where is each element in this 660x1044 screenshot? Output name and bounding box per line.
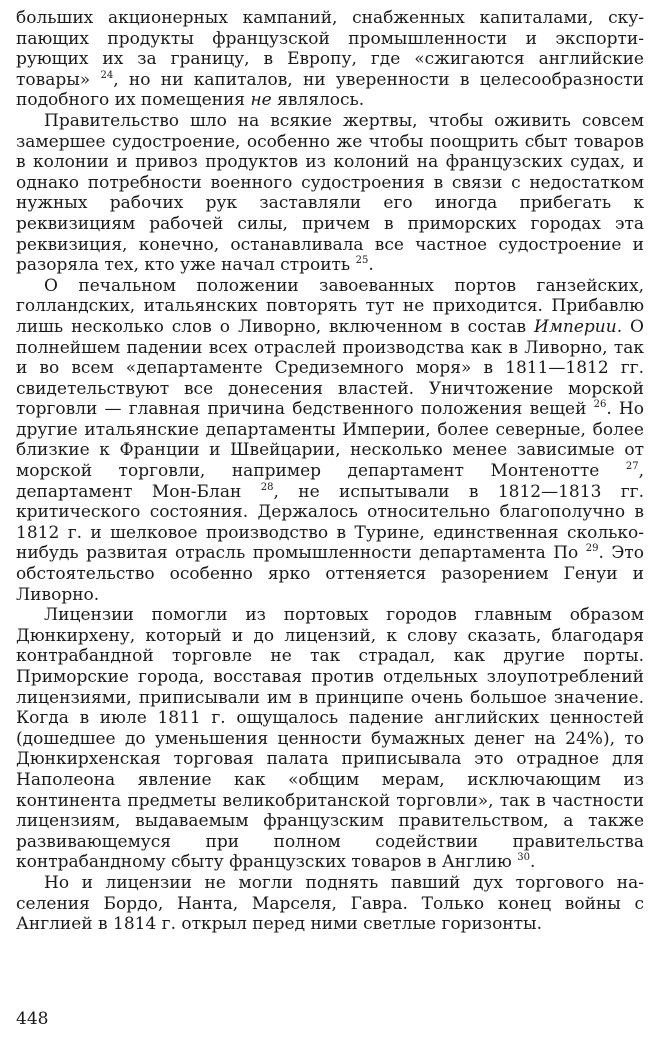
text-run: Но и лицензии не могли поднять павший дух торгового населения Бордо, Нанта, Марселя, Гавра. Только конец войны с Англией в 1814 г. открыл перед ними светлые горизонты.	[16, 872, 644, 935]
footnote-ref: 26	[593, 399, 607, 411]
footnote-ref: 30	[517, 852, 530, 864]
paragraph	[16, 276, 644, 606]
text-run: О печальном положении завоеванных портов ганзейских, голландских, итальянских повторять тут не приходится. Прибавлю лишь несколько слов о Ливорно, включенном в состав	[16, 275, 644, 337]
paragraph	[16, 8, 644, 111]
text-run: , но ни капиталов, ни уверенности в целесообразности подобного их помещения	[16, 69, 644, 111]
text-run: . Это обстоятельство особенно ярко оттеняется разорением Генуи и Ливорно.	[16, 543, 644, 605]
footnote-ref: 28	[260, 481, 274, 493]
text-run: , не испытывали в 1812—1813 гг. критического состояния. Держалось относительно благополучно в 1812 г. и шелковое производство в Турине, единственная сколько-нибудь развитая отрасль промышленности департамента По	[16, 481, 644, 564]
text-run: являлось.	[271, 90, 365, 111]
text-run: больших акционерных кампаний, снабженных капиталами, скупающих продукты французской промышленности и экспортирующих их за границу, в Европу, где «сжигаются английские товары»	[16, 8, 644, 90]
text-run: , департамент Мон-Блан	[16, 461, 644, 502]
page-number: 448	[16, 1009, 49, 1029]
text-run: .	[368, 255, 374, 276]
paragraph	[16, 873, 644, 935]
italic-text: не	[250, 90, 272, 111]
text-run: .	[530, 852, 536, 873]
italic-text: Империи.	[534, 316, 623, 337]
footnote-ref: 25	[355, 255, 369, 267]
footnote-ref: 29	[585, 543, 599, 555]
text-run: Правительство шло на всякие жертвы, чтобы оживить совсем замершее судостроение, особенно же чтобы поощрить сбыт товаров в колонии и привоз продуктов из колоний на французских судах, и однако потребности военного судостроения в связи с недостатком нужных рабочих рук заставляли его иногда прибегать к реквизициям рабочей силы, причем в приморских городах эта реквизиция, конечно, останавливала все частное судостроение и разоряла тех, кто уже начал строить	[16, 110, 644, 276]
body-text	[16, 8, 644, 935]
text-run: . Но другие итальянские департаменты Империи, более северные, более близкие к Франции и Швейцарии, несколько менее зависимые от морской торговли, например департамент Монтенотте	[16, 399, 644, 482]
paragraph	[16, 111, 644, 276]
paragraph	[16, 605, 644, 873]
text-run: Лицензии помогли из портовых городов главным образом Дюнкирхену, который и до лицензий, к слову сказать, благодаря контрабандной торговле не так страдал, как другие порты. Приморские города, восставая против отдельных злоупотреблений лицензиями, приписывали им в принципе очень большое значение. Когда в июле 1811 г. ощущалось падение английских ценностей (дошедшее до уменьшения ценности бумажных денег на 24%), то Дюнкирхенская торговая палата приписывала это отрадное для Наполеона явление как «общим мерам, исключающим из континента предметы великобританской торговли», так в частности лицензиям, выдаваемым французским правительством, а также развивающемуся при полном содействии правительства контрабандному сбыту французских товаров в Англию	[16, 605, 644, 873]
book-page	[16, 8, 644, 1038]
footnote-ref: 27	[625, 461, 639, 473]
text-run: О полнейшем падении всех отраслей производства как в Ливорно, так и во всем «департаменте Средиземного моря» в 1811—1812 гг. свидетельствуют все донесения властей. Уничтожение морской торговли — главная причина бедственного положения вещей	[16, 316, 644, 420]
footnote-ref: 24	[100, 69, 114, 81]
